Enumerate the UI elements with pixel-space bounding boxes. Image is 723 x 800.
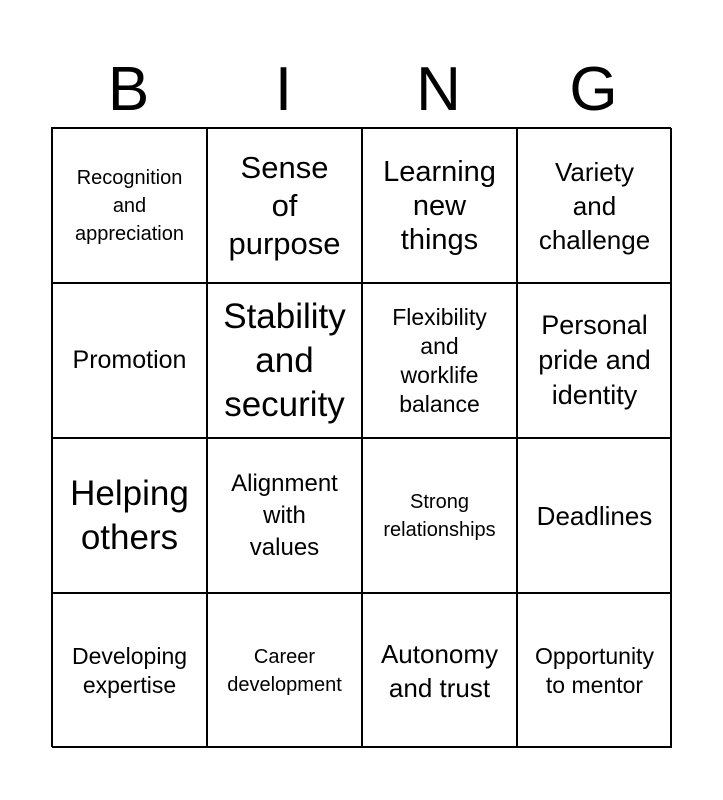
header-letter-i: I [274, 55, 293, 124]
bingo-cell-r3c3[interactable] [362, 438, 517, 593]
cell-label: Developing expertise [71, 642, 188, 698]
bingo-cell-r4c4[interactable] [517, 593, 672, 748]
bingo-header [51, 52, 671, 128]
cell-label: Personal pride and identity [538, 310, 651, 410]
cell-label: Opportunity to mentor [535, 642, 654, 698]
bingo-cell-r1c2[interactable] [207, 128, 362, 283]
bingo-cell-r3c2[interactable] [207, 438, 362, 593]
header-letter-b: B [107, 55, 150, 124]
bingo-cell-r2c2[interactable] [207, 283, 362, 438]
bingo-grid [51, 127, 671, 747]
bingo-cell-r4c1[interactable] [52, 593, 207, 748]
cell-label: Stability and security [223, 296, 346, 424]
cell-label: Promotion [72, 346, 187, 374]
header-letter-n: N [416, 55, 461, 124]
bingo-cell-r3c1[interactable] [52, 438, 207, 593]
cell-label: Learning new things [383, 155, 496, 256]
bingo-cell-r4c2[interactable] [207, 593, 362, 748]
bingo-cell-r2c4[interactable] [517, 283, 672, 438]
bingo-cell-r4c3[interactable] [362, 593, 517, 748]
bingo-cell-r1c3[interactable] [362, 128, 517, 283]
cell-label: Autonomy and trust [380, 638, 499, 703]
bingo-cell-r1c4[interactable] [517, 128, 672, 283]
cell-label: Recognition and appreciation [75, 166, 184, 245]
cell-label: Alignment with values [231, 469, 338, 561]
cell-label: Helping others [70, 473, 189, 557]
cell-label: Variety and challenge [538, 156, 651, 255]
cell-label: Deadlines [536, 500, 653, 531]
cell-label: Career development [227, 645, 342, 696]
bingo-cell-r2c1[interactable] [52, 283, 207, 438]
cell-label: Sense of purpose [228, 149, 341, 261]
bingo-cell-r3c4[interactable] [517, 438, 672, 593]
cell-label: Flexibility and worklife balance [392, 303, 487, 417]
header-letter-g: G [569, 55, 618, 124]
bingo-cell-r1c1[interactable] [52, 128, 207, 283]
cell-label: Strong relationships [383, 490, 496, 541]
bingo-cell-r2c3[interactable] [362, 283, 517, 438]
